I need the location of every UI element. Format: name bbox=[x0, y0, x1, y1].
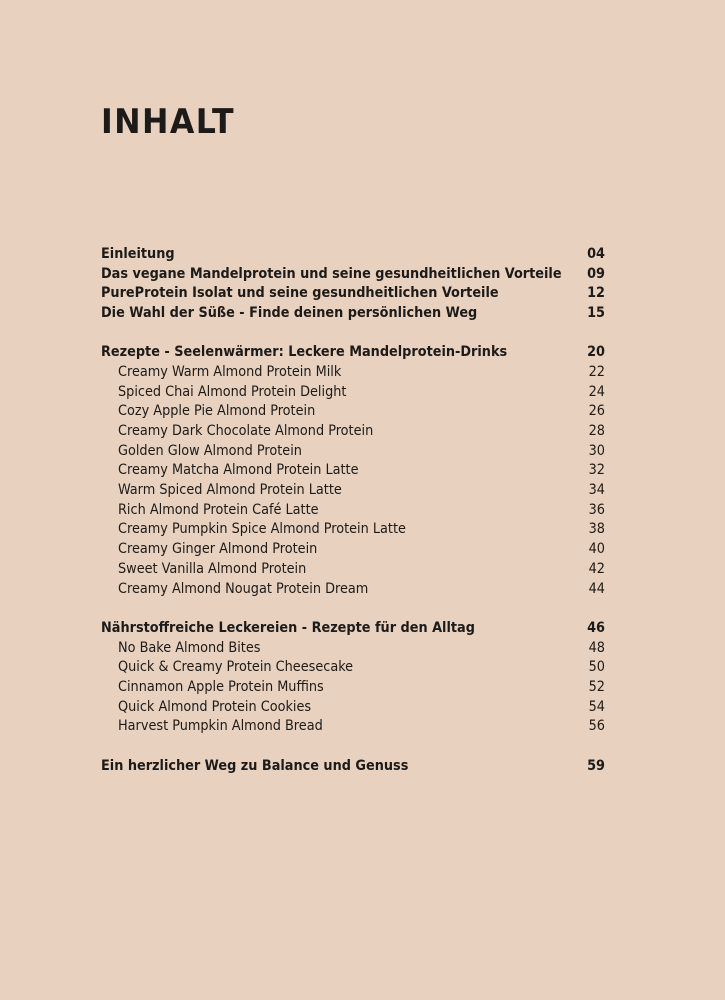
toc-entry-label: Creamy Almond Nougat Protein Dream bbox=[118, 580, 369, 597]
toc-recipe-entry[interactable] bbox=[101, 579, 605, 599]
section-spacer bbox=[101, 736, 605, 756]
toc-entry-label: Creamy Pumpkin Spice Almond Protein Latte bbox=[118, 521, 406, 538]
toc-page-number: 04 bbox=[587, 245, 605, 262]
toc-page-number: 59 bbox=[587, 757, 605, 774]
toc-chapter-entry[interactable] bbox=[101, 264, 605, 284]
toc-entry-label: Harvest Pumpkin Almond Bread bbox=[118, 718, 323, 735]
toc-entry-label: Cinnamon Apple Protein Muffins bbox=[118, 678, 324, 695]
toc-recipe-entry[interactable] bbox=[101, 697, 605, 717]
toc-chapter-entry[interactable] bbox=[101, 618, 605, 638]
toc-entry-label: Rich Almond Protein Café Latte bbox=[118, 501, 319, 518]
section-spacer bbox=[101, 323, 605, 343]
toc-entry-label: Sweet Vanilla Almond Protein bbox=[118, 560, 307, 577]
toc-entry-label: Creamy Dark Chocolate Almond Protein bbox=[118, 423, 374, 440]
toc-page-number: 15 bbox=[587, 304, 605, 321]
toc-page-number: 22 bbox=[588, 363, 605, 380]
toc-entry-label: Die Wahl der Süße - Finde deinen persönlichen Weg bbox=[101, 304, 478, 321]
section-spacer bbox=[101, 598, 605, 618]
toc-entry-label: Ein herzlicher Weg zu Balance und Genuss bbox=[101, 757, 409, 774]
toc-recipe-entry[interactable] bbox=[101, 402, 605, 422]
toc-recipe-entry[interactable] bbox=[101, 461, 605, 481]
toc-entry-label: Quick Almond Protein Cookies bbox=[118, 698, 312, 715]
toc-chapter-entry[interactable] bbox=[101, 283, 605, 303]
toc-page-number: 36 bbox=[588, 501, 605, 518]
toc-recipe-entry[interactable] bbox=[101, 421, 605, 441]
toc-page-number: 34 bbox=[588, 482, 605, 499]
toc-page-number: 24 bbox=[588, 383, 605, 400]
toc-chapter-entry[interactable] bbox=[101, 303, 605, 323]
toc-recipe-entry[interactable] bbox=[101, 480, 605, 500]
toc-recipe-entry[interactable] bbox=[101, 382, 605, 402]
toc-entry-label: No Bake Almond Bites bbox=[118, 639, 261, 656]
toc-page-number: 38 bbox=[588, 521, 605, 538]
toc-entry-label: Das vegane Mandelprotein und seine gesundheitlichen Vorteile bbox=[101, 265, 562, 282]
toc-page-number: 50 bbox=[588, 659, 605, 676]
toc-page-number: 30 bbox=[588, 442, 605, 459]
toc-page-number: 52 bbox=[588, 678, 605, 695]
toc-recipe-entry[interactable] bbox=[101, 638, 605, 658]
toc-page-number: 32 bbox=[588, 462, 605, 479]
toc-page-number: 42 bbox=[588, 560, 605, 577]
toc-page-number: 09 bbox=[587, 265, 605, 282]
toc-chapter-entry[interactable] bbox=[101, 756, 605, 776]
toc-chapter-entry[interactable] bbox=[101, 244, 605, 264]
toc-page-number: 46 bbox=[587, 619, 605, 636]
toc-recipe-entry[interactable] bbox=[101, 520, 605, 540]
toc-entry-label: Einleitung bbox=[101, 245, 175, 262]
toc-page-number: 40 bbox=[588, 541, 605, 558]
toc-entry-label: Spiced Chai Almond Protein Delight bbox=[118, 383, 347, 400]
toc-recipe-entry[interactable] bbox=[101, 500, 605, 520]
toc-recipe-entry[interactable] bbox=[101, 559, 605, 579]
toc-page-number: 44 bbox=[588, 580, 605, 597]
toc-page-number: 12 bbox=[587, 285, 605, 302]
toc-recipe-entry[interactable] bbox=[101, 717, 605, 737]
toc-entry-label: Rezepte - Seelenwärmer: Leckere Mandelprotein-Drinks bbox=[101, 344, 508, 361]
toc-entry-label: Golden Glow Almond Protein bbox=[118, 442, 302, 459]
toc-page-number: 54 bbox=[588, 698, 605, 715]
table-of-contents bbox=[101, 244, 605, 776]
toc-page-number: 26 bbox=[588, 403, 605, 420]
toc-entry-label: Creamy Warm Almond Protein Milk bbox=[118, 363, 342, 380]
page-title: INHALT bbox=[101, 102, 236, 142]
toc-entry-label: PureProtein Isolat und seine gesundheitlichen Vorteile bbox=[101, 285, 499, 302]
toc-recipe-entry[interactable] bbox=[101, 677, 605, 697]
toc-page-number: 20 bbox=[587, 344, 605, 361]
toc-chapter-entry[interactable] bbox=[101, 342, 605, 362]
toc-entry-label: Cozy Apple Pie Almond Protein bbox=[118, 403, 316, 420]
toc-page-number: 28 bbox=[588, 423, 605, 440]
toc-entry-label: Creamy Ginger Almond Protein bbox=[118, 541, 318, 558]
toc-page-number: 48 bbox=[588, 639, 605, 656]
toc-entry-label: Warm Spiced Almond Protein Latte bbox=[118, 482, 342, 499]
toc-entry-label: Nährstoffreiche Leckereien - Rezepte für den Alltag bbox=[101, 619, 475, 636]
toc-recipe-entry[interactable] bbox=[101, 441, 605, 461]
toc-page-number: 56 bbox=[588, 718, 605, 735]
toc-recipe-entry[interactable] bbox=[101, 362, 605, 382]
toc-entry-label: Quick & Creamy Protein Cheesecake bbox=[118, 659, 354, 676]
toc-recipe-entry[interactable] bbox=[101, 539, 605, 559]
toc-entry-label: Creamy Matcha Almond Protein Latte bbox=[118, 462, 359, 479]
toc-recipe-entry[interactable] bbox=[101, 657, 605, 677]
